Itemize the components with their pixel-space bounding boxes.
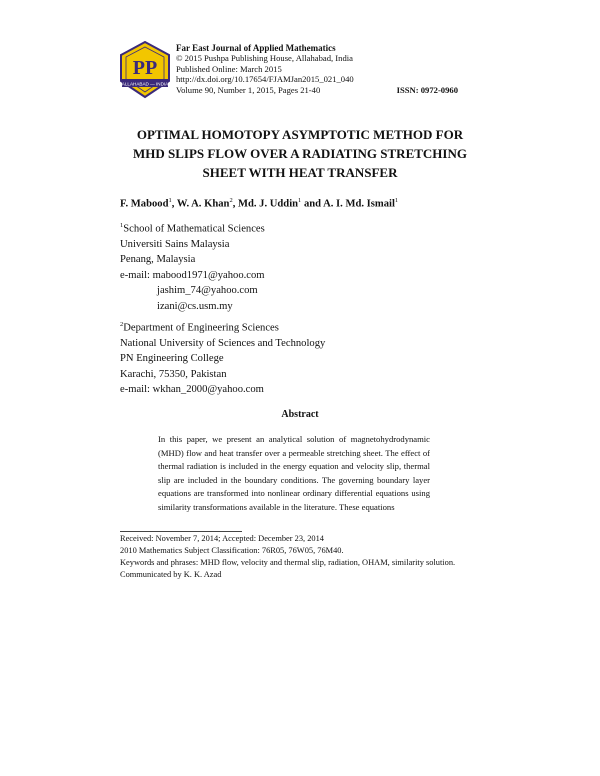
title-line-3: SHEET WITH HEAT TRANSFER <box>202 165 398 180</box>
email-line: e-mail: wkhan_2000@yahoo.com <box>120 384 264 396</box>
author-name: A. I. Md. Ismail <box>323 198 395 210</box>
author-affiliation-mark: 1 <box>394 197 399 204</box>
logo-banner: ALLAHABAD — INDIA <box>121 81 169 87</box>
abstract-text: In this paper, we present an analytical solution of magnetohydrodynamic (MHD) flow and heat transfer over a permeable stretching sheet. The effect of thermal radiation is included in the energy equation and velocity slip, thermal slip are included in the boundary conditions. The governing boundary layer equations are transformed into nonlinear ordinary differential equations using similarity transformations available in the literature. These equations <box>158 434 430 512</box>
affiliation-2 <box>120 317 325 398</box>
affiliation-line: Department of Engineering Sciences <box>123 322 279 334</box>
affiliation-line: Universiti Sains Malaysia <box>120 238 230 250</box>
author-separator: , <box>232 198 238 210</box>
author-name: Md. J. Uddin <box>237 198 299 210</box>
msc-line: 2010 Mathematics Subject Classification: 76R05, 76W05, 76M40. <box>120 546 344 556</box>
paper-title <box>110 125 490 182</box>
title-line-2: MHD SLIPS FLOW OVER A RADIATING STRETCHING <box>133 146 467 161</box>
affiliation-line: Penang, Malaysia <box>120 254 196 266</box>
author-affiliation-mark: 1 <box>298 197 302 204</box>
title-line-1: OPTIMAL HOMOTOPY ASYMPTOTIC METHOD FOR <box>136 127 464 142</box>
author-name: F. Mabood <box>120 198 169 210</box>
copyright-line: © 2015 Pushpa Publishing House, Allahabad, India <box>176 53 353 64</box>
author-affiliation-mark: 2 <box>229 197 233 204</box>
email-line: izani@cs.usm.my <box>157 300 233 312</box>
author-separator: , <box>171 198 177 210</box>
abstract-heading: Abstract <box>281 409 319 420</box>
volume-line: Volume 90, Number 1, 2015, Pages 21-40 <box>176 84 321 95</box>
affiliation-line: School of Mathematical Sciences <box>123 223 265 235</box>
publisher-logo <box>119 41 171 99</box>
email-line: e-mail: mabood1971@yahoo.com <box>120 269 265 281</box>
affiliation-line: PN Engineering College <box>120 353 224 365</box>
author-list <box>120 197 398 210</box>
author-affiliation-mark: 1 <box>168 197 172 204</box>
affiliation-mark: 2 <box>120 321 124 328</box>
affiliation-mark: 1 <box>120 222 124 229</box>
author-name: W. A. Khan <box>176 198 230 210</box>
affiliation-1 <box>120 218 265 314</box>
logo-text: PP <box>132 57 158 79</box>
affiliation-line: Karachi, 75350, Pakistan <box>120 368 227 380</box>
published-line: Published Online: March 2015 <box>176 63 282 74</box>
received-line: Received: November 7, 2014; Accepted: December 23, 2014 <box>120 534 324 543</box>
author-separator: and <box>301 198 324 210</box>
journal-name: Far East Journal of Applied Mathematics <box>176 43 336 53</box>
journal-header <box>176 43 354 95</box>
footnote-divider <box>120 531 242 532</box>
issn-label: ISSN: 0972-0960 <box>396 85 458 95</box>
affiliation-line: National University of Sciences and Technology <box>120 337 326 349</box>
footnotes <box>120 533 480 581</box>
keywords-line: Keywords and phrases: MHD flow, velocity and thermal slip, radiation, OHAM, similarity solution. <box>120 558 456 568</box>
doi-link[interactable]: http://dx.doi.org/10.17654/FJAMJan2015_021_040 <box>176 74 354 85</box>
email-line: jashim_74@yahoo.com <box>157 285 258 297</box>
communicated-line: Communicated by K. K. Azad <box>120 570 222 580</box>
